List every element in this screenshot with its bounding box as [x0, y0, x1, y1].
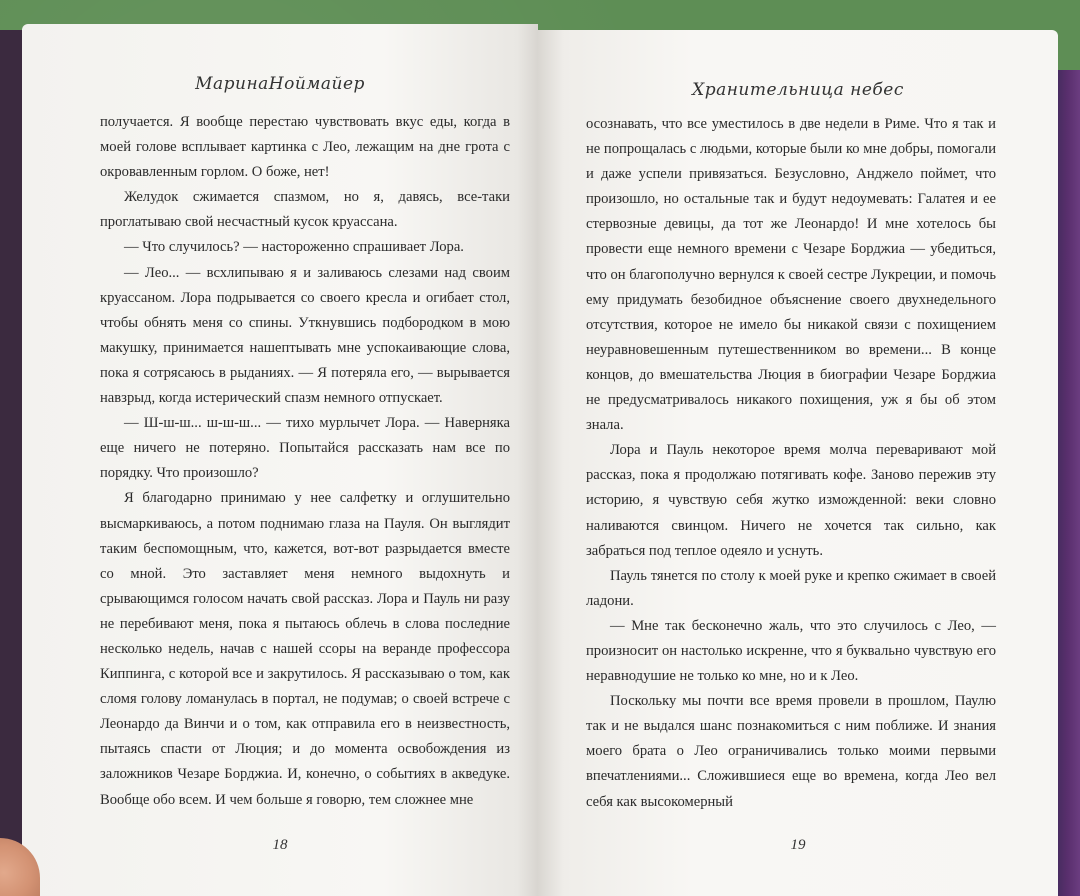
right-paragraph-3: Пауль тянется по столу к моей руке и крепко сжимает в своей ладони.	[586, 567, 996, 609]
left-page	[22, 24, 538, 896]
left-paragraph-6: Я благодарно принимаю у нее салфетку и оглушительно высмаркиваюсь, а потом поднимаю глаза на Пауля. Он выглядит таким беспомощным, что, кажется, вот-вот разрыдается вместе со мной. Это заставляет меня немного выдохнуть и срывающимся голосом начать свой рассказ. Лора и Пауль ни разу не перебивают меня, пока я пытаюсь облечь в слова последние несколько недель, начав с нашей ссоры на веранде профессора Киппинга, с которой все и закрутилось. Я рассказываю о том, как сломя голову ломанулась в портал, не подумав; о своей встрече с Леонардо да Винчи и о том, как отправила его в неизвестность, пытаясь спасти от Люция; и до момента освобождения из заложников Чезаре Борджиа. И, конечно, о событиях в акведуке. Вообще обо всем. И чем больше я говорю, тем сложнее мне	[100, 490, 510, 808]
right-page-number: 19	[790, 837, 806, 853]
right-page-text	[586, 112, 996, 815]
left-running-head: МаринаНоймайер	[195, 74, 365, 94]
left-page-text	[100, 110, 510, 813]
right-paragraph-4: — Мне так бесконечно жаль, что это случилось с Лео, — произносит он настолько искренне, что я буквально чувствую его неравнодушие не только ко мне, но и к Лео.	[586, 617, 996, 685]
right-paragraph-1: осознавать, что все уместилось в две недели в Риме. Что я так и не попрощалась с людьми, которые были ко мне добры, помогали и даже успели привязаться. Безусловно, Анджело поймет, что произошло, но остальные так и будут недоумевать: Галатея и ее стервозные девицы, да тот же Леонардо! И мне хотелось бы провести еще немного времени с Чезаре Борджиа — убедиться, что он благополучно вернулся к своей сестре Лукреции, и помочь ему придумать безобидное объяснение своего двухнедельного отсутствия, которое не имело бы никакой связи с похищением неуравновешенным путешественником во времени... В конце концов, до вмешательства Люция в биографии Чезаре Борджиа не предусматривалось никакого похищения, уж я бы об этом знала.	[586, 116, 997, 434]
left-paragraph-3: — Что случилось? — настороженно спрашивает Лора.	[124, 239, 464, 256]
left-page-number: 18	[272, 837, 288, 853]
right-paragraph-5: Поскольку мы почти все время провели в прошлом, Паулю так и не выдался шанс познакомиться с ним поближе. И знания моего брата о Лео ограничивались только моими первыми впечатлениями... Сложившиеся еще во времена, когда Лео вел себя как высокомерный	[586, 693, 996, 810]
right-paragraph-2: Лора и Пауль некоторое время молча переваривают мой рассказ, пока я продолжаю потягивать кофе. Заново пережив эту историю, я чувствую себя жутко изможденной: веки словно наливаются свинцом. Ничего не хочется так сильно, как забраться под теплое одеяло и уснуть.	[586, 442, 996, 559]
right-page	[538, 30, 1058, 896]
left-paragraph-5: — Ш-ш-ш... ш-ш-ш... — тихо мурлычет Лора. — Наверняка еще ничего не потеряно. Попытайся рассказать нам все по порядку. Что произошло?	[100, 415, 510, 482]
left-paragraph-2: Желудок сжимается спазмом, но я, давясь, все-таки проглатываю свой несчастный кусок круассана.	[100, 189, 510, 231]
left-paragraph-4: — Лео... — всхлипываю я и заливаюсь слезами над своим круассаном. Лора подрывается со своего кресла и огибает стол, чтобы обнять меня со спины. Уткнувшись подбородком в мою макушку, принимается нашептывать мне успокаивающие слова, пока я сотрясаюсь в рыданиях. — Я потеряла его, — вырывается навзрыд, когда истерический спазм немного отпускает.	[100, 264, 510, 407]
right-running-head: Хранительница небес	[692, 80, 904, 100]
left-paragraph-1: получается. Я вообще перестаю чувствовать вкус еды, когда в моей голове всплывает картинка с Лео, лежащим на дне грота с окровавленным горлом. О боже, нет!	[100, 114, 510, 181]
